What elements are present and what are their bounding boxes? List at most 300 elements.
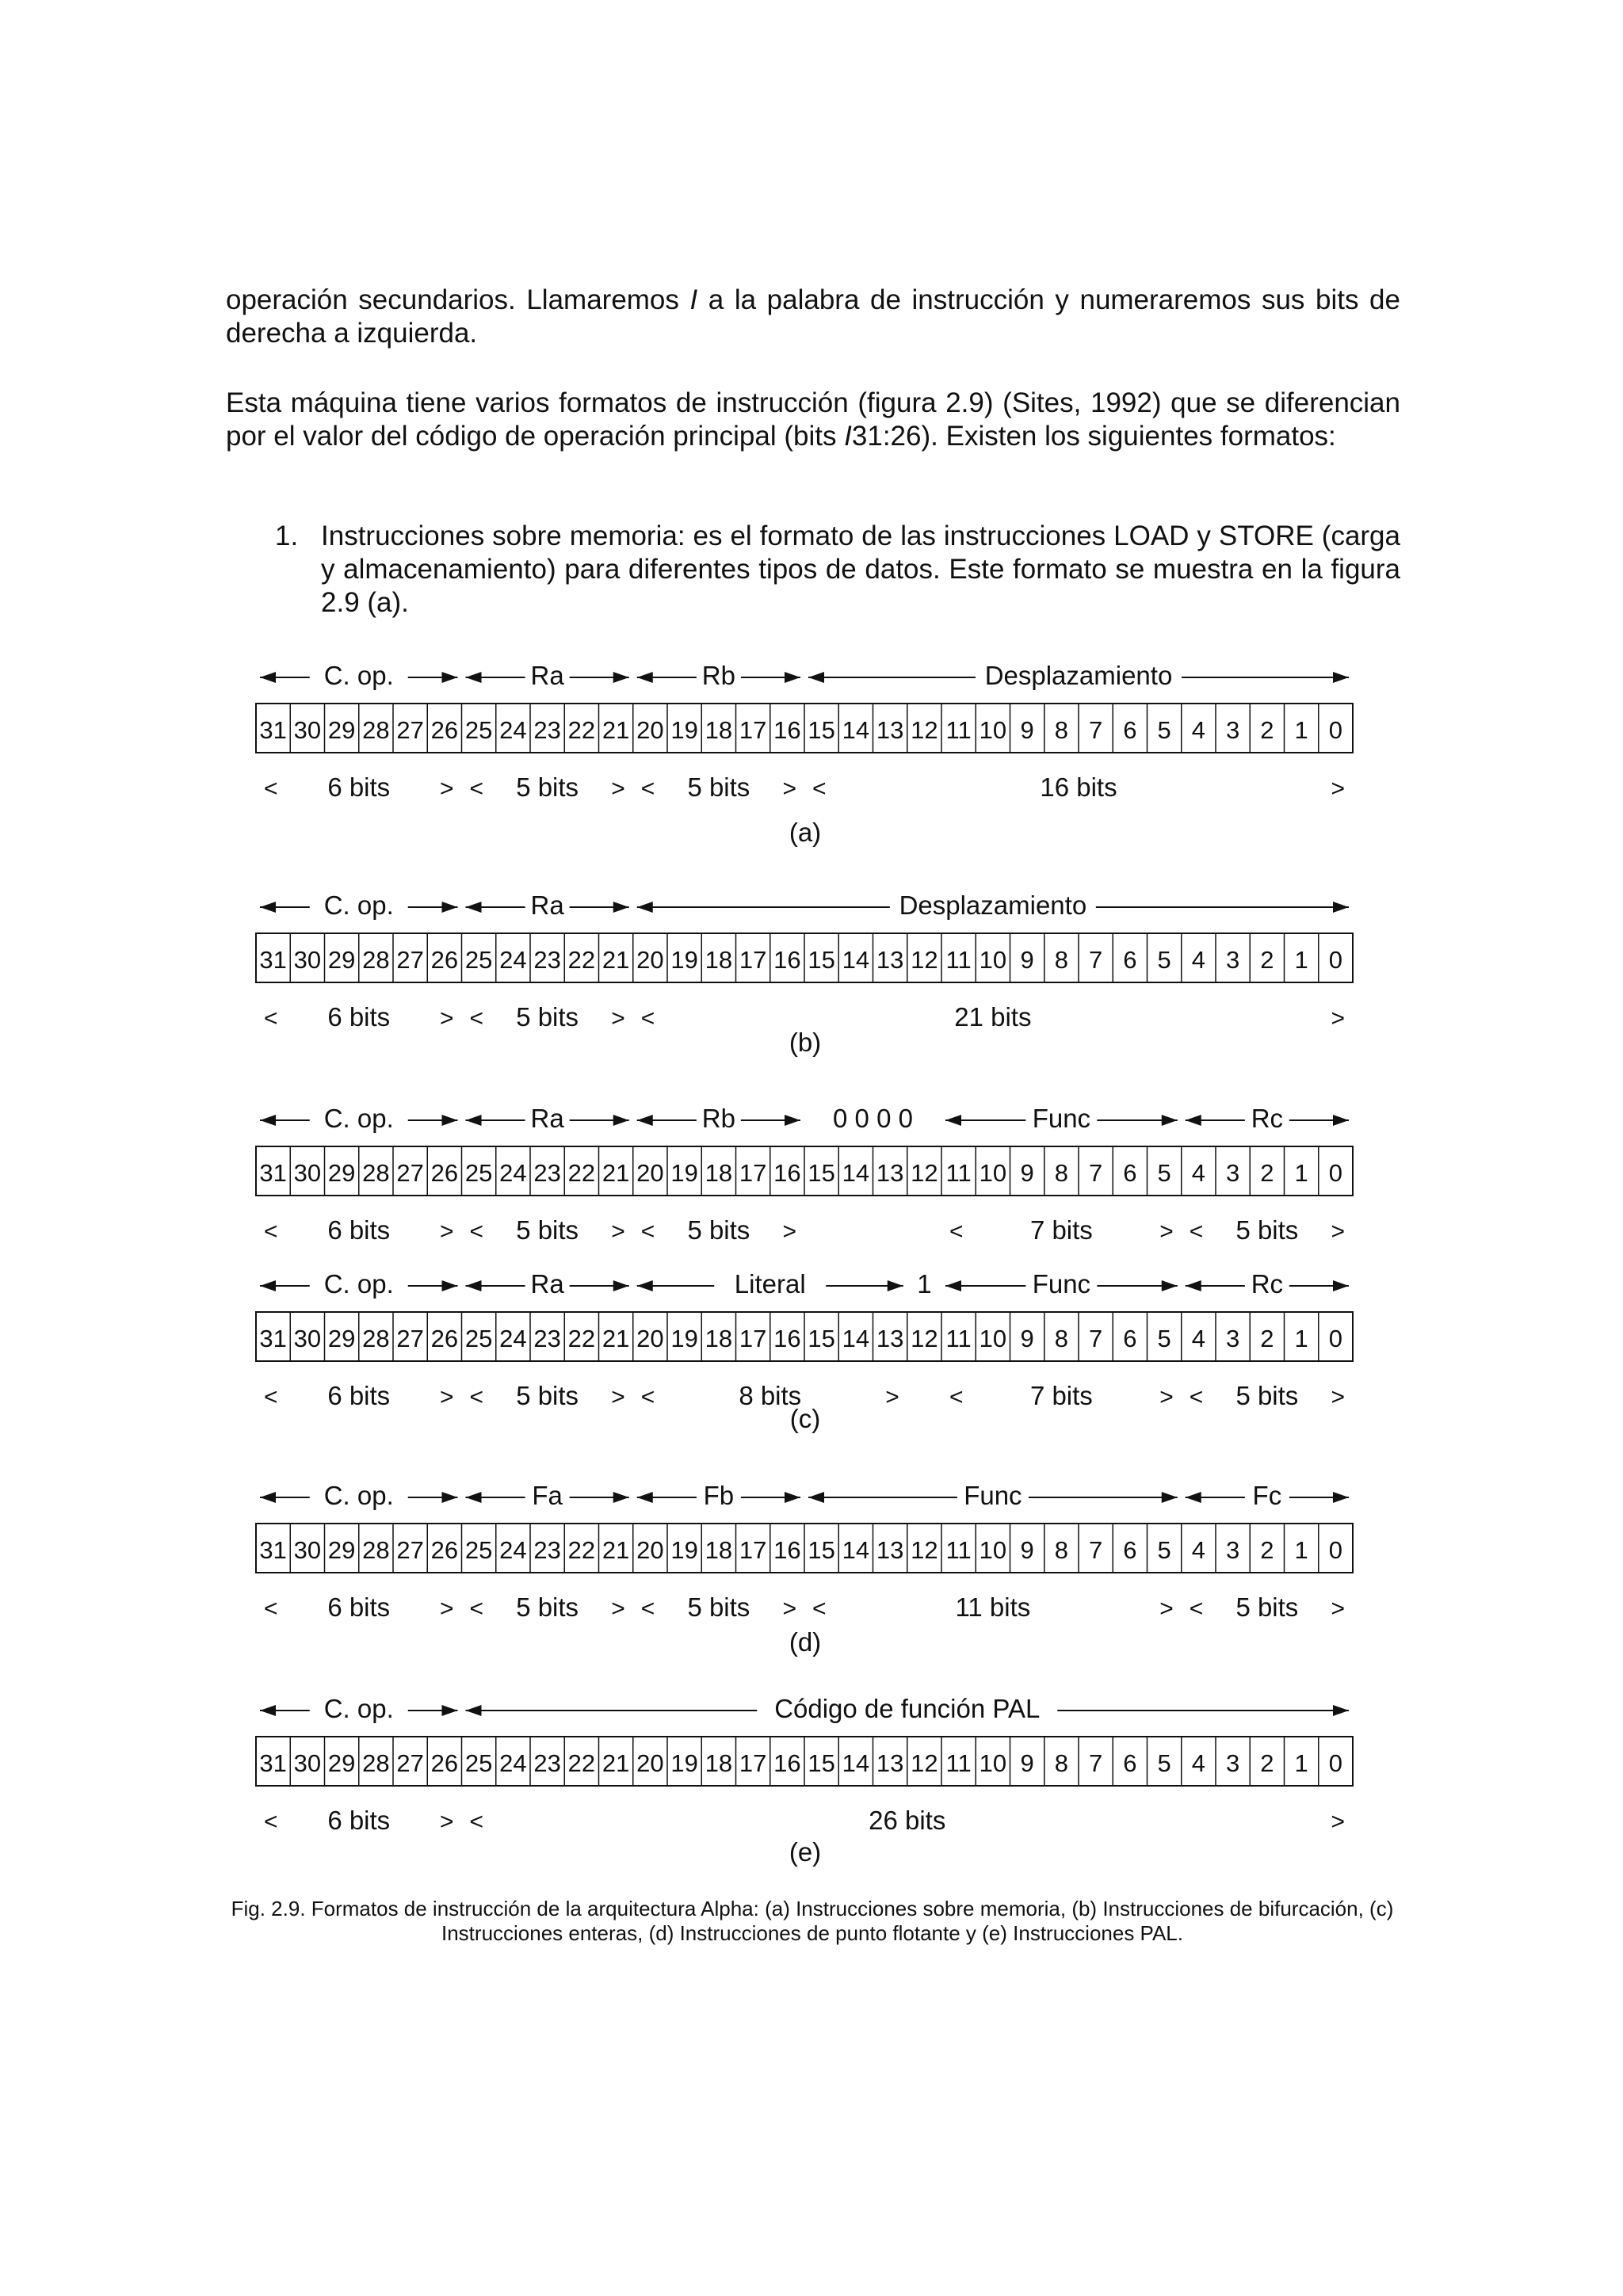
bit-number: 28 — [362, 1749, 390, 1777]
size-right-bracket: > — [439, 1219, 454, 1245]
bit-number: 19 — [670, 1536, 698, 1564]
bit-number: 1 — [1294, 1749, 1308, 1777]
bit-number: 24 — [499, 946, 527, 974]
bit-number: 15 — [808, 716, 835, 744]
bit-number: 31 — [259, 1325, 287, 1352]
field-size: 6 bits — [327, 1592, 391, 1622]
bit-number: 10 — [979, 946, 1007, 974]
field-size: 6 bits — [327, 1806, 391, 1835]
size-left-bracket: < — [264, 1219, 278, 1245]
subfigure-label: (b) — [789, 1028, 822, 1057]
bit-number: 20 — [636, 1749, 664, 1777]
bit-number: 23 — [533, 1325, 561, 1352]
bit-number: 19 — [670, 1325, 698, 1352]
bit-number: 8 — [1054, 1159, 1068, 1187]
bit-number: 10 — [979, 1159, 1007, 1187]
bit-number: 21 — [601, 716, 630, 744]
bit-number: 20 — [636, 1536, 664, 1564]
arrowhead — [637, 1492, 653, 1503]
bit-number: 30 — [293, 946, 322, 974]
bit-number: 31 — [259, 1159, 287, 1187]
size-left-bracket: < — [949, 1384, 964, 1410]
size-left-bracket: < — [640, 1596, 655, 1622]
bit-number: 8 — [1054, 1536, 1068, 1564]
field-size: 6 bits — [327, 1215, 391, 1245]
field-name: Rc — [1251, 1104, 1284, 1133]
list-item-text: Instrucciones sobre memoria: es el formato de las instrucciones LOAD y STORE (carga y almacenamiento) para diferentes tipos de datos. Este formato se muestra en la figura 2.9 (a). — [321, 521, 1400, 618]
bit-number: 30 — [293, 1749, 322, 1777]
bit-number: 17 — [739, 946, 767, 974]
bit-number: 10 — [979, 1325, 1007, 1352]
field-size: 5 bits — [516, 1381, 579, 1410]
bit-number: 13 — [876, 716, 904, 744]
arrowhead — [466, 1492, 482, 1503]
bit-number: 23 — [533, 1536, 561, 1564]
size-left-bracket: < — [640, 1384, 655, 1410]
bit-number: 28 — [362, 716, 390, 744]
size-left-bracket: < — [1189, 1384, 1204, 1410]
bit-number: 22 — [567, 1325, 596, 1352]
bit-number: 18 — [705, 1159, 733, 1187]
list-item-number: 1. — [275, 521, 299, 551]
size-left-bracket: < — [949, 1219, 964, 1245]
text-run: 31:26). Existen los siguientes formatos: — [851, 421, 1336, 452]
bit-number: 18 — [705, 1536, 733, 1564]
arrowhead — [260, 902, 276, 913]
arrowhead — [637, 1115, 653, 1126]
bit-number: 27 — [396, 1536, 424, 1564]
field-name: Literal — [734, 1269, 806, 1299]
bit-number: 6 — [1123, 1536, 1137, 1564]
bit-number: 20 — [636, 716, 664, 744]
size-right-bracket: > — [782, 1219, 796, 1245]
bit-number: 25 — [464, 1536, 493, 1564]
bit-number: 2 — [1260, 1536, 1274, 1564]
size-left-bracket: < — [812, 776, 827, 802]
bit-number: 1 — [1294, 1159, 1308, 1187]
bit-number: 21 — [601, 1325, 630, 1352]
field-name: C. op. — [323, 661, 394, 690]
bit-number: 28 — [362, 1159, 390, 1187]
bit-number: 30 — [293, 716, 322, 744]
bit-number: 4 — [1191, 1749, 1205, 1777]
bit-number: 5 — [1157, 946, 1171, 974]
size-right-bracket: > — [885, 1384, 899, 1410]
size-right-bracket: > — [611, 776, 625, 802]
text-run: operación secundarios. Llamaremos — [226, 284, 690, 315]
bit-number: 29 — [327, 716, 356, 744]
arrowhead — [613, 1115, 629, 1126]
bit-number: 15 — [808, 1536, 835, 1564]
bit-number: 6 — [1123, 1159, 1137, 1187]
text-run: a la palabra de instrucción y numeraremos sus bits de derecha a izquierda. — [226, 284, 1400, 349]
bit-number: 30 — [293, 1159, 322, 1187]
bit-number: 29 — [327, 1325, 356, 1352]
size-right-bracket: > — [1331, 1596, 1345, 1622]
arrowhead — [442, 1492, 458, 1503]
size-right-bracket: > — [439, 1809, 454, 1835]
bit-number: 14 — [842, 946, 870, 974]
bit-number: 16 — [773, 1749, 801, 1777]
arrowhead — [808, 672, 824, 683]
size-left-bracket: < — [264, 776, 278, 802]
bit-number: 22 — [567, 716, 596, 744]
bit-number: 3 — [1226, 1749, 1240, 1777]
size-left-bracket: < — [264, 1809, 278, 1835]
bit-number: 1 — [1294, 1536, 1308, 1564]
field-size: 7 bits — [1029, 1215, 1093, 1245]
bit-number: 18 — [705, 1749, 733, 1777]
size-right-bracket: > — [611, 1596, 625, 1622]
bit-number: 1 — [1294, 716, 1308, 744]
bit-number: 27 — [396, 1159, 424, 1187]
arrowhead — [1186, 1115, 1201, 1126]
bit-number: 24 — [499, 716, 527, 744]
bit-number: 21 — [601, 1749, 630, 1777]
size-right-bracket: > — [1331, 1219, 1345, 1245]
bit-number: 5 — [1157, 716, 1171, 744]
bit-number: 9 — [1020, 1749, 1034, 1777]
bit-number: 3 — [1226, 946, 1240, 974]
arrowhead — [613, 1280, 629, 1291]
bit-number: 26 — [430, 716, 459, 744]
bit-number: 21 — [601, 946, 630, 974]
field-name: Rc — [1251, 1269, 1284, 1299]
arrowhead — [1333, 1492, 1349, 1503]
bit-number: 3 — [1226, 1325, 1240, 1352]
bit-number: 31 — [259, 716, 287, 744]
arrowhead — [1333, 1115, 1349, 1126]
field-name: C. op. — [323, 1481, 394, 1510]
field-name: C. op. — [323, 1269, 394, 1299]
bit-number: 9 — [1020, 946, 1034, 974]
bit-number: 4 — [1191, 716, 1205, 744]
bit-number: 3 — [1226, 716, 1240, 744]
bit-number: 8 — [1054, 716, 1068, 744]
bit-number: 19 — [670, 716, 698, 744]
bit-number: 12 — [911, 946, 938, 974]
field-size: 5 bits — [687, 1215, 750, 1245]
field-name: Rb — [701, 1104, 735, 1133]
bit-number: 24 — [499, 1536, 527, 1564]
field-name: Ra — [530, 891, 564, 920]
field-size: 5 bits — [1235, 1381, 1299, 1410]
bit-number: 17 — [739, 716, 767, 744]
bit-number: 16 — [773, 1325, 801, 1352]
bit-number: 5 — [1157, 1325, 1171, 1352]
bit-number: 21 — [601, 1536, 630, 1564]
bit-number: 26 — [430, 1159, 459, 1187]
field-size: 5 bits — [516, 1592, 579, 1622]
bit-number: 9 — [1020, 716, 1034, 744]
arrowhead — [1186, 1280, 1201, 1291]
size-left-bracket: < — [469, 1219, 484, 1245]
field-size: 5 bits — [516, 1215, 579, 1245]
field-size: 6 bits — [327, 1381, 391, 1410]
arrowhead — [260, 1115, 276, 1126]
size-right-bracket: > — [439, 1005, 454, 1032]
bit-number: 13 — [876, 1325, 904, 1352]
bit-number: 9 — [1020, 1159, 1034, 1187]
field-name: Fb — [703, 1481, 735, 1510]
bit-number: 20 — [636, 1325, 664, 1352]
size-left-bracket: < — [640, 1219, 655, 1245]
bit-number: 4 — [1191, 1325, 1205, 1352]
arrowhead — [808, 1492, 824, 1503]
arrowhead — [466, 1280, 482, 1291]
size-left-bracket: < — [264, 1384, 278, 1410]
subfigure-label: (e) — [789, 1837, 822, 1867]
arrowhead — [442, 902, 458, 913]
field-size: 5 bits — [516, 772, 579, 802]
subfigure-label: (a) — [789, 818, 822, 847]
bit-number: 31 — [259, 946, 287, 974]
field-name: 1 — [917, 1269, 932, 1299]
bit-number: 0 — [1328, 1749, 1342, 1777]
bit-number: 10 — [979, 716, 1007, 744]
field-name: Func — [964, 1481, 1022, 1510]
bit-number: 25 — [464, 1749, 493, 1777]
bit-number: 29 — [327, 946, 356, 974]
size-right-bracket: > — [439, 1596, 454, 1622]
size-right-bracket: > — [1331, 776, 1345, 802]
field-name: Ra — [530, 1269, 564, 1299]
field-size: 5 bits — [1235, 1215, 1299, 1245]
bit-number: 29 — [327, 1536, 356, 1564]
bit-number: 13 — [876, 1159, 904, 1187]
bit-number: 5 — [1157, 1159, 1171, 1187]
bit-number: 2 — [1260, 1159, 1274, 1187]
arrowhead — [442, 1280, 458, 1291]
bit-number: 6 — [1123, 946, 1137, 974]
bit-number: 14 — [842, 1159, 870, 1187]
bit-number: 23 — [533, 1749, 561, 1777]
field-size: 26 bits — [869, 1806, 946, 1835]
bit-number: 0 — [1328, 1536, 1342, 1564]
bit-number: 17 — [739, 1749, 767, 1777]
size-left-bracket: < — [812, 1596, 827, 1622]
bit-number: 26 — [430, 1536, 459, 1564]
size-right-bracket: > — [611, 1384, 625, 1410]
arrowhead — [1162, 1115, 1178, 1126]
bit-number: 1 — [1294, 1325, 1308, 1352]
arrowhead — [260, 1280, 276, 1291]
bit-number: 7 — [1089, 716, 1103, 744]
bit-number: 16 — [773, 1536, 801, 1564]
bit-number: 24 — [499, 1749, 527, 1777]
arrowhead — [613, 902, 629, 913]
arrowhead — [442, 1705, 458, 1716]
bit-number: 27 — [396, 1325, 424, 1352]
arrowhead — [785, 1115, 800, 1126]
bit-number: 22 — [567, 946, 596, 974]
field-size: 6 bits — [327, 772, 391, 802]
bit-number: 12 — [911, 1159, 938, 1187]
field-name: 0 0 0 0 — [833, 1104, 913, 1133]
size-right-bracket: > — [782, 776, 796, 802]
arrowhead — [1162, 1280, 1178, 1291]
bit-number: 27 — [396, 716, 424, 744]
field-name: Ra — [530, 661, 564, 690]
field-name: Fa — [532, 1481, 563, 1510]
bit-number: 2 — [1260, 1749, 1274, 1777]
size-right-bracket: > — [782, 1596, 796, 1622]
bit-number: 14 — [842, 1325, 870, 1352]
bit-number: 14 — [842, 1749, 870, 1777]
bit-number: 23 — [533, 946, 561, 974]
size-right-bracket: > — [439, 1384, 454, 1410]
field-name: Ra — [530, 1104, 564, 1133]
size-left-bracket: < — [264, 1596, 278, 1622]
arrowhead — [260, 1492, 276, 1503]
bit-number: 15 — [808, 1749, 835, 1777]
arrowhead — [888, 1280, 903, 1291]
arrowhead — [466, 902, 482, 913]
bit-number: 11 — [945, 1325, 972, 1352]
bit-number: 5 — [1157, 1749, 1171, 1777]
bit-number: 13 — [876, 946, 904, 974]
size-right-bracket: > — [1331, 1809, 1345, 1835]
bit-number: 11 — [945, 716, 972, 744]
arrowhead — [260, 1705, 276, 1716]
bit-number: 13 — [876, 1536, 904, 1564]
figure-caption: Fig. 2.9. Formatos de instrucción de la arquitectura Alpha: (a) Instrucciones sobre memoria, (b) Instrucciones de bifurcación, (c) Instrucciones enteras, (d) Instrucciones de punto flotante y (e) Instrucciones PAL. — [231, 1897, 1394, 1945]
field-name: C. op. — [323, 891, 394, 920]
bit-number: 0 — [1328, 1159, 1342, 1187]
bit-number: 18 — [705, 716, 733, 744]
bit-number: 0 — [1328, 946, 1342, 974]
size-left-bracket: < — [469, 1384, 484, 1410]
field-size: 21 bits — [954, 1002, 1032, 1032]
bit-number: 16 — [773, 946, 801, 974]
size-right-bracket: > — [1331, 1384, 1345, 1410]
bit-number: 11 — [945, 1749, 972, 1777]
arrowhead — [945, 1280, 961, 1291]
arrowhead — [1186, 1492, 1201, 1503]
bit-number: 8 — [1054, 946, 1068, 974]
bit-number: 7 — [1089, 1749, 1103, 1777]
bit-number: 2 — [1260, 946, 1274, 974]
bit-number: 10 — [979, 1536, 1007, 1564]
bit-number: 21 — [601, 1159, 630, 1187]
arrowhead — [1162, 1492, 1178, 1503]
bit-number: 25 — [464, 1159, 493, 1187]
bit-number: 28 — [362, 1325, 390, 1352]
field-name: Desplazamiento — [984, 661, 1173, 690]
bit-number: 4 — [1191, 1536, 1205, 1564]
arrowhead — [613, 672, 629, 683]
arrowhead — [637, 902, 653, 913]
arrowhead — [1333, 902, 1349, 913]
bit-number: 25 — [464, 1325, 493, 1352]
bit-number: 31 — [259, 1536, 287, 1564]
italic-symbol: I — [689, 284, 698, 315]
size-left-bracket: < — [1189, 1219, 1204, 1245]
field-name: Código de función PAL — [774, 1694, 1041, 1723]
arrowhead — [466, 1705, 482, 1716]
bit-number: 15 — [808, 1325, 835, 1352]
bit-number: 0 — [1328, 1325, 1342, 1352]
arrowhead — [260, 672, 276, 683]
field-size: 5 bits — [687, 772, 750, 802]
bit-number: 26 — [430, 1325, 459, 1352]
field-name: Func — [1032, 1269, 1091, 1299]
size-left-bracket: < — [469, 1005, 484, 1032]
bit-number: 9 — [1020, 1325, 1034, 1352]
bit-number: 29 — [327, 1749, 356, 1777]
text-run: Esta máquina tiene varios formatos de instrucción (figura 2.9) (Sites, 1992) que se diferencian por el valor del código de operación principal (bits — [226, 387, 1400, 452]
field-name: Desplazamiento — [899, 891, 1087, 920]
bit-number: 0 — [1328, 716, 1342, 744]
bit-number: 8 — [1054, 1749, 1068, 1777]
bit-number: 20 — [636, 946, 664, 974]
bit-number: 22 — [567, 1159, 596, 1187]
bit-number: 17 — [739, 1159, 767, 1187]
field-name: C. op. — [323, 1694, 394, 1723]
arrowhead — [637, 1280, 653, 1291]
arrowhead — [613, 1492, 629, 1503]
bit-number: 15 — [808, 946, 835, 974]
bit-number: 7 — [1089, 1325, 1103, 1352]
size-left-bracket: < — [640, 1005, 655, 1032]
bit-number: 11 — [945, 1536, 972, 1564]
field-size: 5 bits — [516, 1002, 579, 1032]
arrowhead — [442, 672, 458, 683]
bit-number: 6 — [1123, 1325, 1137, 1352]
bit-number: 28 — [362, 1536, 390, 1564]
bit-number: 30 — [293, 1536, 322, 1564]
bit-number: 3 — [1226, 1536, 1240, 1564]
bit-number: 19 — [670, 946, 698, 974]
bit-number: 12 — [911, 1536, 938, 1564]
bit-number: 18 — [705, 1325, 733, 1352]
field-name: Func — [1032, 1104, 1091, 1133]
field-size: 6 bits — [327, 1002, 391, 1032]
bit-number: 17 — [739, 1325, 767, 1352]
arrowhead — [945, 1115, 961, 1126]
bit-number: 27 — [396, 946, 424, 974]
field-size: 16 bits — [1040, 772, 1117, 802]
arrowhead — [637, 672, 653, 683]
bit-number: 16 — [773, 716, 801, 744]
bit-number: 7 — [1089, 1159, 1103, 1187]
bit-number: 7 — [1089, 1536, 1103, 1564]
bit-number: 1 — [1294, 946, 1308, 974]
field-name: C. op. — [323, 1104, 394, 1133]
italic-symbol: I — [844, 421, 852, 452]
bit-number: 17 — [739, 1536, 767, 1564]
bit-number: 2 — [1260, 1325, 1274, 1352]
field-size: 8 bits — [739, 1381, 802, 1410]
arrowhead — [466, 672, 482, 683]
bit-number: 23 — [533, 1159, 561, 1187]
bit-number: 4 — [1191, 1159, 1205, 1187]
bit-number: 25 — [464, 946, 493, 974]
bit-number: 26 — [430, 946, 459, 974]
bit-number: 5 — [1157, 1536, 1171, 1564]
size-right-bracket: > — [439, 776, 454, 802]
size-left-bracket: < — [469, 1809, 484, 1835]
bit-number: 24 — [499, 1325, 527, 1352]
bit-number: 16 — [773, 1159, 801, 1187]
subfigure-label: (c) — [789, 1404, 821, 1433]
size-left-bracket: < — [469, 776, 484, 802]
size-left-bracket: < — [1189, 1596, 1204, 1622]
bit-number: 27 — [396, 1749, 424, 1777]
bit-number: 22 — [567, 1749, 596, 1777]
field-size: 11 bits — [955, 1592, 1031, 1622]
bit-number: 9 — [1020, 1536, 1034, 1564]
